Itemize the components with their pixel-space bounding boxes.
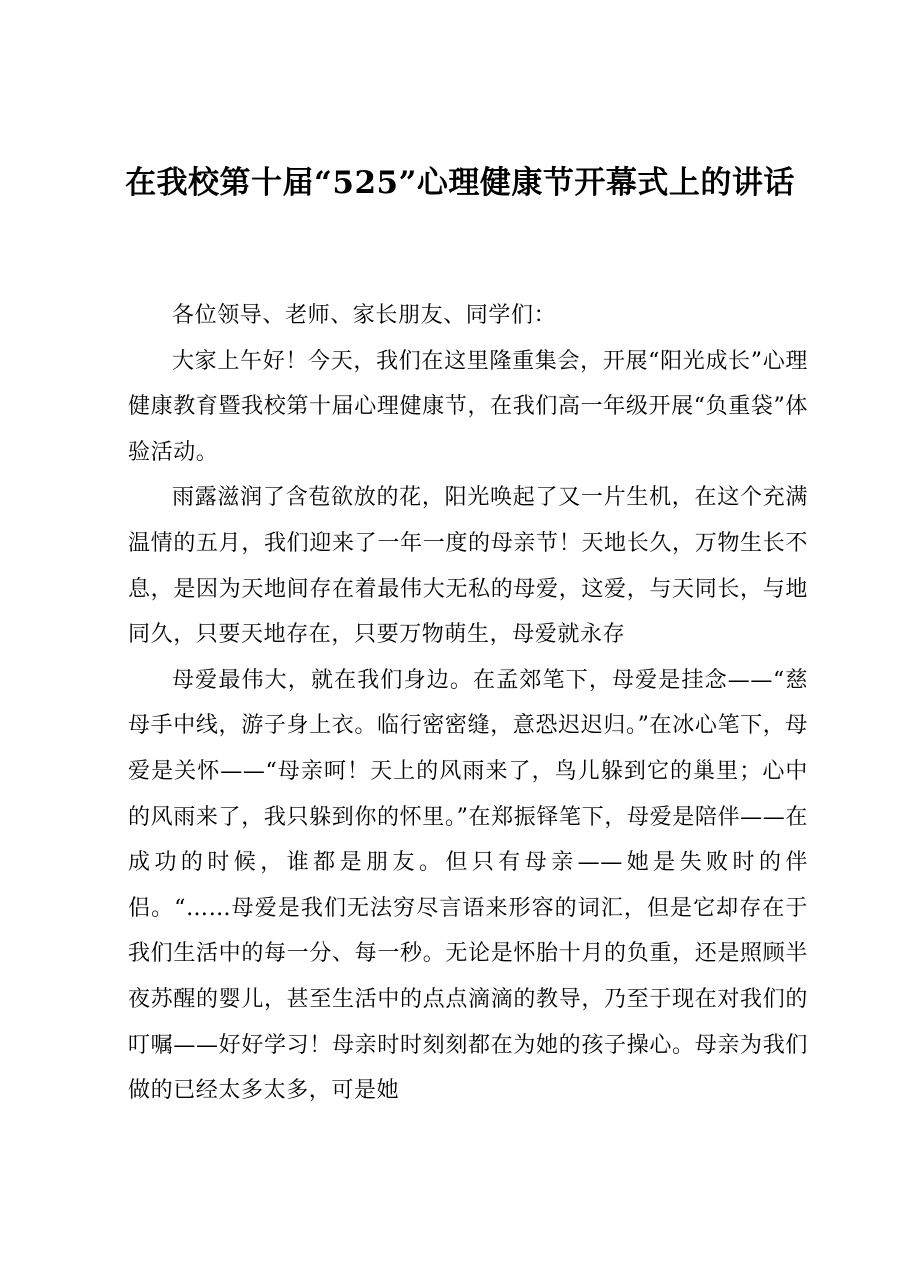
salutation: 各位领导、老师、家长朋友、同学们： [172, 303, 557, 328]
document-title: 在我校第十届“525”心理健康节开幕式上的讲话 [125, 165, 795, 201]
document-body [128, 293, 808, 1114]
paragraph-mothers-love: 母爱最伟大，就在我们身边。在孟郊笔下，母爱是挂念——“慈母手中线，游子身上衣。临行密密缝，意恐迟迟归。”在冰心笔下，母爱是关怀——“母亲呵！天上的风雨来了，鸟儿躲到它的巢里；心中的风雨来了，我只躲到你的怀里。”在郑振铎笔下，母爱是陪伴——在成功的时候，谁都是朋友。但只有母亲——她是失败时的伴侣。“……母爱是我们无法穷尽言语来形容的词汇，但是它却存在于我们生活中的每一分、每一秒。无论是怀胎十月的负重，还是照顾半夜苏醒的婴儿，甚至生活中的点点滴滴的教导，乃至于现在对我们的叮嘱——好好学习！母亲时时刻刻都在为她的孩子操心。母亲为我们做的已经太多太多，可是她 [128, 667, 808, 1104]
paragraph-greeting: 大家上午好！今天，我们在这里隆重集会，开展“阳光成长”心理健康教育暨我校第十届心理健康节，在我们高一年级开展“负重袋”体验活动。 [128, 348, 808, 465]
paragraph-may-mothers-day: 雨露滋润了含苞欲放的花，阳光唤起了又一片生机，在这个充满温情的五月，我们迎来了一年一度的母亲节！天地长久，万物生长不息，是因为天地间存在着最伟大无私的母爱，这爱，与天同长，与地同久，只要天地存在，只要万物萌生，母爱就永存 [128, 485, 808, 648]
